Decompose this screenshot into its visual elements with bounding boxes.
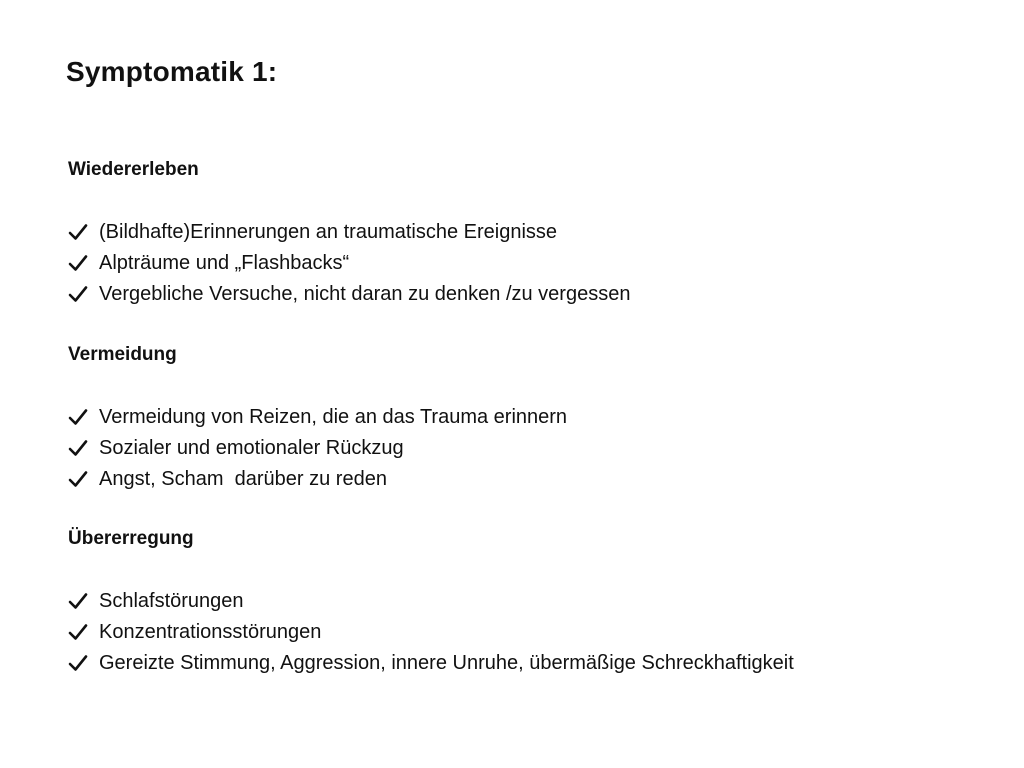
checkmark-icon: [68, 439, 88, 457]
section-heading: Vermeidung: [68, 344, 177, 365]
list-item: [68, 281, 968, 312]
list-item: [68, 588, 968, 619]
list-item: [68, 466, 968, 497]
list-item-text: Alpträume und „Flashbacks“: [99, 252, 350, 274]
checkmark-icon: [68, 470, 88, 488]
bullet-list: [68, 219, 968, 312]
list-item: [68, 435, 968, 466]
checkmark-icon: [68, 223, 88, 241]
list-item-text: Vermeidung von Reizen, die an das Trauma erinnern: [99, 406, 568, 428]
list-item: [68, 219, 968, 250]
bullet-list: [68, 588, 968, 681]
list-item-text: (Bildhafte)Erinnerungen an traumatische Ereignisse: [99, 221, 558, 243]
list-item-text: Vergebliche Versuche, nicht daran zu denken /zu vergessen: [99, 283, 631, 305]
checkmark-icon: [68, 408, 88, 426]
section-wiedererleben: [68, 157, 968, 312]
checkmark-icon: [68, 254, 88, 272]
list-item-text: Sozialer und emotionaler Rückzug: [99, 437, 404, 459]
list-item: [68, 619, 968, 650]
list-item-text: Konzentrationsstörungen: [99, 621, 322, 643]
checkmark-icon: [68, 285, 88, 303]
section-heading: Übererregung: [68, 528, 194, 549]
list-item: [68, 404, 968, 435]
checkmark-icon: [68, 654, 88, 672]
list-item-text: Schlafstörungen: [99, 590, 244, 612]
section-uebererregung: [68, 526, 968, 681]
list-item-text: Gereizte Stimmung, Aggression, innere Unruhe, übermäßige Schreckhaftigkeit: [99, 652, 794, 674]
section-vermeidung: [68, 342, 968, 497]
list-item: [68, 650, 968, 681]
list-item: [68, 250, 968, 281]
slide-title: Symptomatik 1:: [66, 56, 278, 87]
checkmark-icon: [68, 592, 88, 610]
checkmark-icon: [68, 623, 88, 641]
bullet-list: [68, 404, 968, 497]
section-heading: Wiedererleben: [68, 159, 199, 180]
list-item-text: Angst, Scham darüber zu reden: [99, 468, 387, 490]
